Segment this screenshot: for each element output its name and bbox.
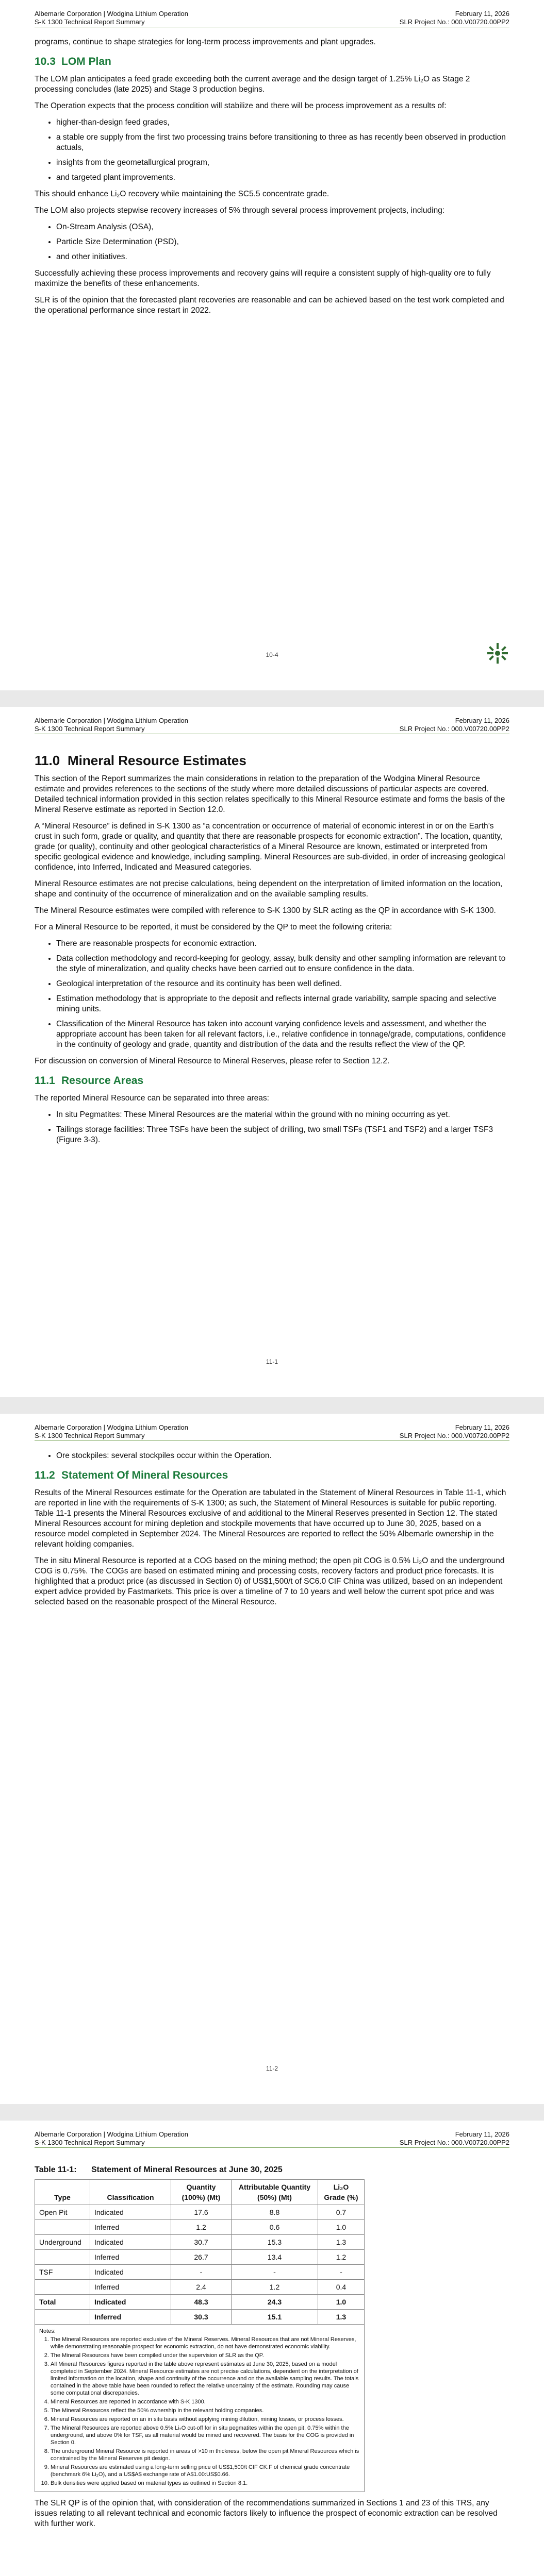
header-project: SLR Project No.: 000.V00720.00PP2 bbox=[399, 1432, 509, 1439]
header-company: Albemarle Corporation | Wodgina Lithium Operation bbox=[35, 1423, 188, 1431]
table-row: Inferred 2.4 1.2 0.4 bbox=[35, 2280, 365, 2295]
header-company: Albemarle Corporation | Wodgina Lithium Operation bbox=[35, 10, 188, 18]
list-item: • a stable ore supply from the first two processing trains before transitioning to three as has recently been observed in production actuals, bbox=[56, 132, 509, 153]
bullet-list bbox=[35, 1110, 509, 1145]
page-header bbox=[35, 9, 509, 27]
page-4 bbox=[0, 2121, 544, 2576]
table-row: Inferred 30.3 15.1 1.3 bbox=[35, 2310, 365, 2325]
column-header: Type bbox=[35, 2180, 90, 2205]
bullet-list bbox=[35, 1451, 509, 1461]
header-date: February 11, 2026 bbox=[455, 10, 509, 18]
header-report: S-K 1300 Technical Report Summary bbox=[35, 18, 145, 26]
table-row: Inferred 1.2 0.6 1.0 bbox=[35, 2220, 365, 2235]
paragraph: SLR is of the opinion that the forecasted plant recoveries are reasonable and can be achieved based on the test work completed and the operational performance since restart in 2022. bbox=[35, 296, 504, 315]
list-item: • There are reasonable prospects for economic extraction. bbox=[56, 939, 509, 949]
paragraph: For a Mineral Resource to be reported, it must be considered by the QP to meet the following criteria: bbox=[35, 923, 392, 931]
header-date: February 11, 2026 bbox=[455, 717, 509, 724]
bullet-list bbox=[35, 939, 509, 1050]
list-item: • In situ Pegmatites: These Mineral Resources are the material within the ground with no mining occurring as yet. bbox=[56, 1110, 509, 1120]
header-company: Albemarle Corporation | Wodgina Lithium Operation bbox=[35, 717, 188, 724]
column-header: Classification bbox=[90, 2180, 171, 2205]
note-item: 8. The underground Mineral Resource is reported in areas of >10 m thickness, below the open pit Mineral Resources which is constrained by the Mineral Reserves pit design. bbox=[51, 2448, 360, 2462]
header-company: Albemarle Corporation | Wodgina Lithium Operation bbox=[35, 2130, 188, 2138]
resource-table bbox=[35, 2179, 365, 2325]
paragraph: This section of the Report summarizes the main considerations in relation to the preparation of the Wodgina Mineral Resource estimate and provides references to the sections of the study where more detailed discussions of particular aspects are covered. Detailed technical information provided in this section relates specifically to this Mineral Resource estimate and forms the basis of the Mineral Reserve estimate as reported in Section 12.0. bbox=[35, 774, 505, 814]
table-row: Open Pit Indicated 17.6 8.8 0.7 bbox=[35, 2205, 365, 2220]
slr-logo-icon bbox=[486, 642, 509, 665]
list-item: • Data collection methodology and record-keeping for geology, assay, bulk density and other sampling information are relevant to the style of mineralization, and quality checks have been carried out to ensure confidence in the data. bbox=[56, 954, 509, 974]
paragraph: Successfully achieving these process improvements and recovery gains will require a consistent supply of high-quality ore to fully maximize the benefits of these enhancements. bbox=[35, 269, 491, 288]
header-project: SLR Project No.: 000.V00720.00PP2 bbox=[399, 2139, 509, 2146]
note-item: 4. Mineral Resources are reported in accordance with S-K 1300. bbox=[51, 2398, 360, 2405]
list-item: • Ore stockpiles: several stockpiles occur within the Operation. bbox=[56, 1451, 509, 1461]
list-item: • insights from the geometallurgical program, bbox=[56, 158, 509, 168]
page-header bbox=[35, 716, 509, 734]
header-date: February 11, 2026 bbox=[455, 2130, 509, 2138]
table-row: Total Indicated 48.3 24.3 1.0 bbox=[35, 2295, 365, 2310]
column-header: Li₂O Grade (%) bbox=[318, 2180, 364, 2205]
chapter-heading: 11.0 Mineral Resource Estimates bbox=[35, 753, 246, 768]
header-date: February 11, 2026 bbox=[455, 1423, 509, 1431]
bullet-list bbox=[35, 222, 509, 262]
table-notes: Notes: 1. The Mineral Resources are reported exclusive of the Mineral Reserves. Mineral Resources that are not Mineral Reserves, while demonstrating reasonable prospect for economic extraction, do not have demonstrated economic viability. 2. The Mineral Resources have been compiled under the supervision of SLR as the QP. 3. All Mineral Resources figures reported in the table above represent estimates at June 30, 2025, based on a model completed in September 2024. Mineral Resource estimates are not precise calculations, dependent on the interpretation of limited information on the location, shape and continuity of the occurrence and on the available sampling results. The totals contained in the above table have been rounded to reflect the relative uncertainty of the estimate. Rounding may cause some computational discrepancies. 4. Mineral Resources are reported in accordance with S-K 1300. 5. The Mineral Resources reflect the 50% ownership in the relevant holding companies. 6. Mineral Resources are reported on an in situ basis without applying mining dilution, mining losses, or process losses. 7. The Mineral Resources are reported above 0.5% Li₂O cut-off for in situ pegmatites within the open pit, 0.75% within the underground, and above 0% for TSF, as all material would be mined and recovered. The basis for the COG is provided in Section 0. 8. The underground Mineral Resource is reported in areas of >10 m thickness, below the open pit Mineral Resources which is constrained by the Mineral Reserves pit design. 9. Mineral Resources are estimated using a long-term selling price of US$1,500/t CIF CK.F of chemical grade concentrate (benchmark 6% Li₂O), and a US$A$ exchange rate of A$1.00:US$0.66. 10. Bulk densities were applied based on material types as outlined in Section 8.1. bbox=[35, 2325, 365, 2492]
paragraph: The in situ Mineral Resource is reported at a COG based on the mining method; the open pit COG is 0.5% Li₂O and the underground COG is 0.75%. The COGs are based on estimated mining and processing costs, recovery factors and product price forecasts. It is highlighted that a product price (as discussed in Section 0) of US$1,500/t of SC6.0 CIF China was utilized, based on an independent expert advice provided by Fastmarkets. This price is over a timeline of 7 to 10 years and well below the current spot price and was selected based on the reasonable prospect of the Mineral Resource. bbox=[35, 1556, 505, 1606]
list-item: • Classification of the Mineral Resource has taken into account varying confidence levels and assessment, and whether the appropriate account has been taken for all relevant factors, i.e., relative confidence in tonnage/grade, computations, confidence in the continuity of geology and grade, quantity and distribution of the data and the results reflect the view of the QP. bbox=[56, 1019, 509, 1050]
table-caption: Table 11-1: Statement of Mineral Resources at June 30, 2025 bbox=[35, 2165, 283, 2174]
header-project: SLR Project No.: 000.V00720.00PP2 bbox=[399, 725, 509, 733]
column-header: Attributable Quantity (50%) (Mt) bbox=[232, 2180, 318, 2205]
header-report: S-K 1300 Technical Report Summary bbox=[35, 2139, 145, 2146]
table-row: TSF Indicated - - - bbox=[35, 2265, 365, 2280]
page-3 bbox=[0, 1414, 544, 2104]
page-number: 11-1 bbox=[266, 1358, 278, 1365]
paragraph: The Operation expects that the process condition will stabilize and there will be process improvement as a results of: bbox=[35, 101, 447, 110]
paragraph: For discussion on conversion of Mineral Resource to Mineral Reserves, please refer to Section 12.2. bbox=[35, 1057, 390, 1065]
note-item: 7. The Mineral Resources are reported above 0.5% Li₂O cut-off for in situ pegmatites within the open pit, 0.75% within the underground, and above 0% for TSF, as all material would be mined and recovered. The basis for the COG is provided in Section 0. bbox=[51, 2425, 360, 2446]
note-item: 5. The Mineral Resources reflect the 50% ownership in the relevant holding companies. bbox=[51, 2407, 360, 2414]
paragraph: Mineral Resource estimates are not precise calculations, being dependent on the interpretation of limited information on the location, shape and continuity of the occurrence of mineralization and on the available sampling results. bbox=[35, 879, 503, 899]
paragraph: The Mineral Resource estimates were compiled with reference to S-K 1300 by SLR acting as the QP in accordance with S-K 1300. bbox=[35, 906, 496, 915]
page-header bbox=[35, 1423, 509, 1441]
page-number: 10-4 bbox=[266, 651, 278, 658]
section-heading: 11.2 Statement Of Mineral Resources bbox=[35, 1469, 228, 1481]
bullet-list bbox=[35, 117, 509, 183]
list-item: • Estimation methodology that is appropriate to the deposit and reflects internal grade variability, sample spacing and selective mining units. bbox=[56, 994, 509, 1014]
paragraph: The SLR QP is of the opinion that, with consideration of the recommendations summarized in Sections 1 and 23 of this TRS, any issues relating to all relevant technical and economic factors likely to influence the prospect of economic extraction can be resolved with further work. bbox=[35, 2499, 498, 2528]
list-item: • Particle Size Determination (PSD), bbox=[56, 237, 509, 247]
paragraph: The LOM also projects stepwise recovery increases of 5% through several process improvement projects, including: bbox=[35, 206, 445, 215]
list-item: • and targeted plant improvements. bbox=[56, 173, 509, 183]
note-item: 1. The Mineral Resources are reported exclusive of the Mineral Reserves. Mineral Resources that are not Mineral Reserves, while demonstrating reasonable prospect for economic extraction, do not have demonstrated economic viability. bbox=[51, 2336, 360, 2350]
page-2 bbox=[0, 707, 544, 1397]
header-project: SLR Project No.: 000.V00720.00PP2 bbox=[399, 18, 509, 26]
header-report: S-K 1300 Technical Report Summary bbox=[35, 725, 145, 733]
column-header: Quantity (100%) (Mt) bbox=[171, 2180, 232, 2205]
list-item: • and other initiatives. bbox=[56, 252, 509, 262]
list-item: • Tailings storage facilities: Three TSFs have been the subject of drilling, two small TSFs (TSF1 and TSF2) and a larger TSF3 (Figure 3-3). bbox=[56, 1125, 509, 1145]
paragraph: Results of the Mineral Resources estimate for the Operation are tabulated in the Statement of Mineral Resources in Table 11-1, which are reported in line with the requirements of S-K 1300; as such, the Statement of Mineral Resources is suitable for public reporting. Table 11-1 presents the Mineral Resources exclusive of and additional to the Mineral Reserves presented in Section 12. The stated Mineral Resources account for mining depletion and stockpile movements that have occurred up to June 30, 2025, based on a resource model completed in September 2024. The Mineral Resources are reported to reflect the 50% Albemarle ownership in the relevant holding companies. bbox=[35, 1488, 506, 1549]
page-number: 11-2 bbox=[266, 2065, 278, 2072]
note-item: 6. Mineral Resources are reported on an in situ basis without applying mining dilution, mining losses, or process losses. bbox=[51, 2416, 360, 2423]
list-item: • higher-than-design feed grades, bbox=[56, 117, 509, 128]
table-row: Underground Indicated 30.7 15.3 1.3 bbox=[35, 2235, 365, 2250]
paragraph: programs, continue to shape strategies for long-term process improvements and plant upgrades. bbox=[35, 38, 376, 46]
paragraph: The reported Mineral Resource can be separated into three areas: bbox=[35, 1094, 269, 1103]
list-item: • Geological interpretation of the resource and its continuity has been well defined. bbox=[56, 979, 509, 989]
page-1 bbox=[0, 0, 544, 690]
paragraph: A “Mineral Resource” is defined in S-K 1300 as “a concentration or occurrence of material of economic interest in or on the Earth’s crust in such form, grade or quality, and quantity that there are reasonable prospects for economic extraction”. The location, quantity, grade (or quality), continuity and other geological characteristics of a Mineral Resource are known, estimated or interpreted from specific geological evidence and knowledge, including sampling. Mineral Resources are sub-divided, in order of increasing geological confidence, into Inferred, Indicated and Measured categories. bbox=[35, 822, 505, 872]
paragraph: This should enhance Li₂O recovery while maintaining the SC5.5 concentrate grade. bbox=[35, 190, 329, 198]
paragraph: The LOM plan anticipates a feed grade exceeding both the current average and the design target of 1.25% Li₂O as Stage 2 processing concludes (late 2025) and Stage 3 production begins. bbox=[35, 75, 470, 94]
section-heading: 10.3 LOM Plan bbox=[35, 56, 111, 67]
section-heading: 11.1 Resource Areas bbox=[35, 1075, 144, 1087]
header-report: S-K 1300 Technical Report Summary bbox=[35, 1432, 145, 1439]
table-row: Inferred 26.7 13.4 1.2 bbox=[35, 2250, 365, 2265]
note-item: 2. The Mineral Resources have been compiled under the supervision of SLR as the QP. bbox=[51, 2352, 360, 2359]
note-item: 9. Mineral Resources are estimated using a long-term selling price of US$1,500/t CIF CK.F of chemical grade concentrate (benchmark 6% Li₂O), and a US$A$ exchange rate of A$1.00:US$0.66. bbox=[51, 2464, 360, 2478]
note-item: 10. Bulk densities were applied based on material types as outlined in Section 8.1. bbox=[51, 2480, 360, 2487]
note-item: 3. All Mineral Resources figures reported in the table above represent estimates at June 30, 2025, based on a model completed in September 2024. Mineral Resource estimates are not precise calculations, dependent on the interpretation of limited information on the location, shape and continuity of the occurrence and on the available sampling results. The totals contained in the above table have been rounded to reflect the relative uncertainty of the estimate. Rounding may cause some computational discrepancies. bbox=[51, 2361, 360, 2397]
page-header bbox=[35, 2130, 509, 2148]
list-item: • On-Stream Analysis (OSA), bbox=[56, 222, 509, 232]
